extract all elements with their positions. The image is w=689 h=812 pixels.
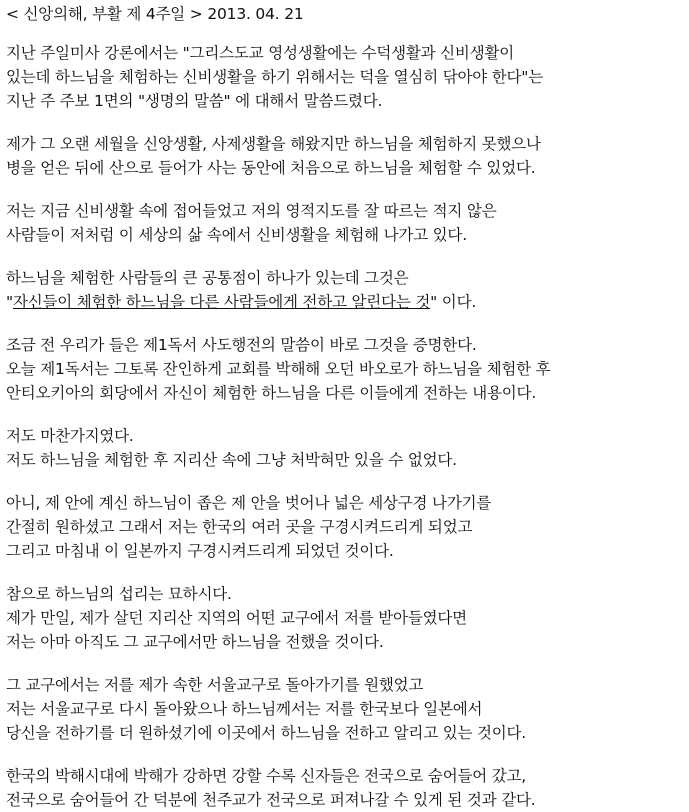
text-line: 지난 주일미사 강론에서는 "그리스도교 영성생활에는 수덕생활과 신비생활이 <box>6 44 515 62</box>
paragraph-3 <box>6 199 689 247</box>
paragraph-4 <box>6 266 689 314</box>
paragraph-8 <box>6 582 689 654</box>
text-line: 저도 마찬가지였다. <box>6 427 134 445</box>
text-line: 아니, 제 안에 계신 하느님이 좁은 제 안을 벗어나 넓은 세상구경 나가기를 <box>6 494 492 512</box>
paragraph-10 <box>6 764 689 812</box>
text-line: 저도 하느님을 체험한 후 지리산 속에 그냥 처박혀만 있을 수 없었다. <box>6 451 457 469</box>
text-line <box>6 290 689 314</box>
text-line: 병을 얻은 뒤에 산으로 들어가 사는 동안에 처음으로 하느님을 체험할 수 있었다. <box>6 159 536 177</box>
prev-arrow: < <box>6 5 19 23</box>
text-line: 제가 그 오랜 세월을 신앙생활, 사제생활을 해왔지만 하느님을 체험하지 못했으나 <box>6 135 541 153</box>
text-line: 당신을 전하기를 더 원하셨기에 이곳에서 하느님을 전하고 알리고 있는 것이다. <box>6 724 527 742</box>
text-line: 저는 서울교구로 다시 돌아왔으나 하느님께서는 저를 한국보다 일본에서 <box>6 700 483 718</box>
text-line: 안티오키아의 회당에서 자신이 체험한 하느님을 다른 이들에게 전하는 내용이다. <box>6 384 537 402</box>
paragraph-2 <box>6 132 689 180</box>
text-line: 간절히 원하셨고 그래서 저는 한국의 여러 곳을 구경시켜드리게 되었고 <box>6 518 473 536</box>
sermon-header <box>6 3 689 25</box>
text-line: 참으로 하느님의 섭리는 묘하시다. <box>6 585 232 603</box>
next-arrow: > <box>189 5 203 23</box>
sermon-title: 신앙의해, 부활 제 4주일 <box>23 5 186 23</box>
text-line: 오늘 제1독서는 그토록 잔인하게 교회를 박해해 오던 바오로가 하느님을 체험한 후 <box>6 360 551 378</box>
text-line: 제가 만일, 제가 살던 지리산 지역의 어떤 교구에서 저를 받아들였다면 <box>6 609 467 627</box>
text-line: 저는 지금 신비생활 속에 접어들었고 저의 영적지도를 잘 따르는 적지 않은 <box>6 202 497 220</box>
text-line: 한국의 박해시대에 박해가 강하면 강할 수록 신자들은 전국으로 숨어들어 갔고, <box>6 767 527 785</box>
text-line: 조금 전 우리가 들은 제1독서 사도행전의 말씀이 바로 그것을 증명한다. <box>6 336 477 354</box>
paragraph-7 <box>6 491 689 563</box>
underlined-quote: 자신들이 체험한 하느님을 다른 사람들에게 전하고 알린다는 것 <box>12 293 431 311</box>
text-line: 사람들이 저처럼 이 세상의 삶 속에서 신비생활을 체험해 나가고 있다. <box>6 226 467 244</box>
text-line: 있는데 하느님을 체험하는 신비생활을 하기 위해서는 덕을 열심히 닦아야 한다"는 <box>6 68 543 86</box>
text-line: 그 교구에서는 저를 제가 속한 서울교구로 돌아가기를 원했었고 <box>6 676 424 694</box>
paragraph-5 <box>6 333 689 405</box>
sermon-date: 2013. 04. 21 <box>207 5 304 23</box>
text-line: 저는 아마 아직도 그 교구에서만 하느님을 전했을 것이다. <box>6 633 384 651</box>
text-line: 하느님을 체험한 사람들의 큰 공통점이 하나가 있는데 그것은 <box>6 269 409 287</box>
quote-close: " 이다. <box>430 293 477 311</box>
quote-open: " <box>6 293 13 311</box>
text-line: 전국으로 숨어들어 간 덕분에 천주교가 전국으로 퍼져나갈 수 있게 된 것과 같다. <box>6 791 536 809</box>
text-line: 그리고 마침내 이 일본까지 구경시켜드리게 되었던 것이다. <box>6 542 394 560</box>
text-line: 지난 주 주보 1면의 "생명의 말씀" 에 대해서 말씀드렸다. <box>6 92 383 110</box>
paragraph-6 <box>6 424 689 472</box>
paragraph-9 <box>6 673 689 745</box>
paragraph-1 <box>6 41 689 113</box>
